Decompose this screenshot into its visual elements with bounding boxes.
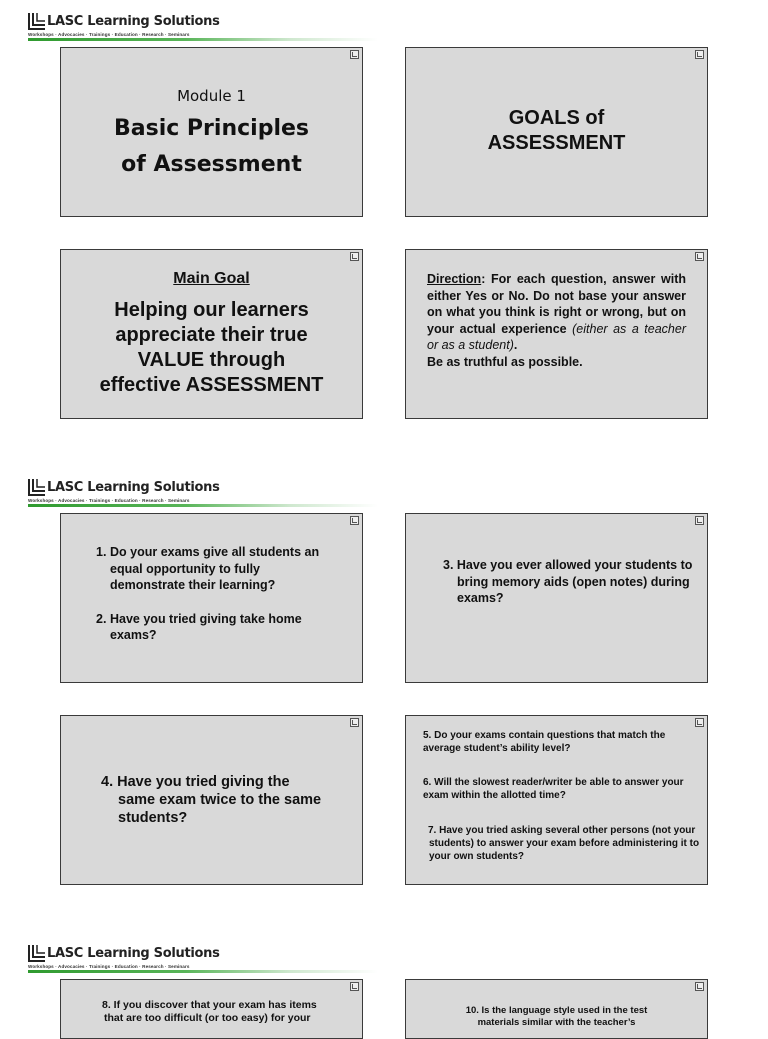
- slide-questions-1-2: [60, 513, 363, 683]
- slide-corner-icon: [695, 516, 704, 525]
- module-label: Module 1: [177, 87, 246, 105]
- question-3: 3. Have you ever allowed your students to bring memory aids (open notes) during exams?: [443, 558, 693, 605]
- brand-name: LASC Learning Solutions: [47, 945, 220, 961]
- main-goal-line4: effective ASSESSMENT: [99, 374, 324, 396]
- slide-corner-icon: [350, 516, 359, 525]
- lasc-logo-icon: [28, 944, 46, 962]
- brand-name: LASC Learning Solutions: [47, 13, 220, 29]
- direction-end: .: [513, 338, 518, 352]
- slide-main-goal: [60, 249, 363, 419]
- question-7: 7. Have you tried asking several other persons (not your students) to answer your exam before administering it to your own students?: [428, 825, 700, 862]
- question-item: [96, 544, 331, 594]
- question-2: Have you tried giving take home exams?: [110, 611, 302, 642]
- main-goal-line3: VALUE through: [137, 349, 286, 371]
- question-10: 10. Is the language style used in the test materials similar with the teacher’s: [465, 1005, 648, 1028]
- direction-body: : For each question, answer with either Yes or No. Do not base your answer on what you think is right or wrong, but on your actual experience: [427, 272, 686, 336]
- question-number: 1.: [96, 545, 107, 559]
- question-number: 2.: [96, 611, 107, 626]
- slide-module-title: [60, 47, 363, 217]
- slide-question-3: [405, 513, 708, 683]
- slide-question-10: [405, 979, 708, 1039]
- direction-italic: (either as a teacher or as a student): [427, 321, 686, 352]
- question-6: 6. Will the slowest reader/writer be able to answer your exam within the allotted time?: [423, 777, 684, 801]
- module-title-line1: Basic Principles: [113, 116, 309, 141]
- module-title-line2: of Assessment: [121, 152, 302, 177]
- slide-corner-icon: [695, 718, 704, 727]
- slide-questions-5-7: [405, 715, 708, 885]
- question-4: [101, 773, 341, 827]
- brand-tagline: Workshops · Advocacies · Trainings · Education · Research · Seminars: [28, 964, 190, 969]
- slide-question-8: [60, 979, 363, 1039]
- header-rule: [28, 504, 378, 507]
- brand-tagline: Workshops · Advocacies · Trainings · Education · Research · Seminars: [28, 498, 190, 503]
- goals-title-line2: ASSESSMENT: [487, 132, 626, 154]
- main-goal-line1: Helping our learners: [114, 299, 309, 321]
- lasc-logo-icon: [28, 478, 46, 496]
- question-item: [96, 611, 331, 644]
- slide-corner-icon: [350, 982, 359, 991]
- header-rule: [28, 38, 378, 41]
- brand-name: LASC Learning Solutions: [47, 479, 220, 495]
- question-4-rest: same exam twice to the same students?: [118, 792, 322, 826]
- question-list: [96, 544, 331, 644]
- question-1: Do your exams give all students an equal opportunity to fully demonstrate their learning?: [110, 545, 320, 592]
- main-goal-line2: appreciate their true: [115, 324, 308, 346]
- question-8: 8. If you discover that your exam has items that are too difficult (or too easy) for your: [102, 999, 317, 1024]
- page-header-1: [28, 10, 378, 41]
- lasc-logo-icon: [28, 12, 46, 30]
- slide-direction: [405, 249, 708, 419]
- goals-title-line1: GOALS of: [508, 107, 605, 129]
- header-rule: [28, 970, 378, 973]
- direction-label: Direction: [427, 272, 482, 286]
- page-header-3: [28, 942, 378, 973]
- slide-corner-icon: [695, 982, 704, 991]
- slide-corner-icon: [350, 718, 359, 727]
- question-4-line1: 4. Have you tried giving the: [101, 774, 290, 790]
- direction-closing: Be as truthful as possible.: [427, 354, 583, 369]
- slide-question-4: [60, 715, 363, 885]
- page-header-2: [28, 476, 378, 507]
- brand-tagline: Workshops · Advocacies · Trainings · Education · Research · Seminars: [28, 32, 190, 37]
- slide-corner-icon: [695, 252, 704, 261]
- main-goal-heading: Main Goal: [173, 270, 250, 287]
- direction-text: [427, 271, 686, 370]
- slide-goals: [405, 47, 708, 217]
- question-5: 5. Do your exams contain questions that match the average student’s ability level?: [423, 730, 666, 754]
